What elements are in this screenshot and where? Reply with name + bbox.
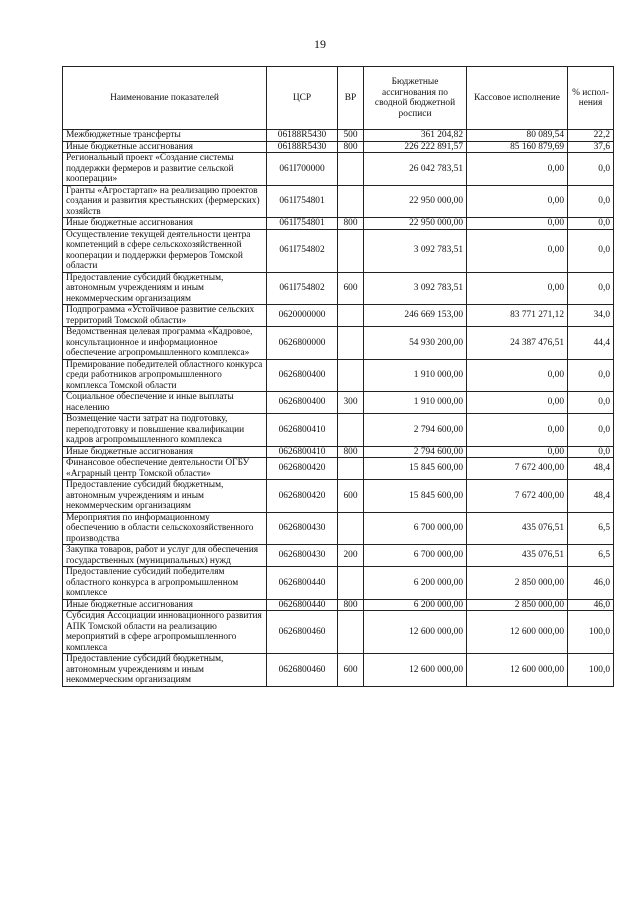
cell-csr: 061I754801 xyxy=(267,218,338,230)
table-row xyxy=(63,567,614,600)
cell-vr: 600 xyxy=(338,654,364,687)
cell-plan: 3 092 783,51 xyxy=(364,229,467,272)
cell-name: Социальное обеспечение и иные выплаты населению xyxy=(63,392,267,414)
table-row xyxy=(63,545,614,567)
cell-vr xyxy=(338,327,364,360)
table-row xyxy=(63,611,614,654)
cell-vr: 600 xyxy=(338,272,364,305)
cell-csr: 0626800440 xyxy=(267,567,338,600)
cell-plan: 12 600 000,00 xyxy=(364,611,467,654)
cell-cash: 0,00 xyxy=(467,218,568,230)
cell-csr: 0626800000 xyxy=(267,327,338,360)
cell-csr: 0626800410 xyxy=(267,414,338,447)
table-row xyxy=(63,392,614,414)
cell-plan: 22 950 000,00 xyxy=(364,185,467,218)
table-row xyxy=(63,305,614,327)
cell-pct: 0,0 xyxy=(568,218,614,230)
cell-plan: 3 092 783,51 xyxy=(364,272,467,305)
cell-csr: 06188R5430 xyxy=(267,141,338,153)
cell-plan: 15 845 600,00 xyxy=(364,458,467,480)
cell-name: Предоставление субсидий бюджетным, автономным учреждениям и иным некоммерческим организациям xyxy=(63,272,267,305)
cell-pct: 0,0 xyxy=(568,359,614,392)
cell-csr: 061I754801 xyxy=(267,185,338,218)
table-row xyxy=(63,654,614,687)
cell-cash: 7 672 400,00 xyxy=(467,480,568,513)
header-name: Наименование показателей xyxy=(63,67,267,130)
header-csr: ЦСР xyxy=(267,67,338,130)
cell-pct: 0,0 xyxy=(568,414,614,447)
cell-cash: 2 850 000,00 xyxy=(467,567,568,600)
cell-vr: 300 xyxy=(338,392,364,414)
cell-cash: 85 160 879,69 xyxy=(467,141,568,153)
cell-name: Межбюджетные трансферты xyxy=(63,130,267,142)
cell-pct: 48,4 xyxy=(568,480,614,513)
table-row xyxy=(63,458,614,480)
cell-csr: 0626800400 xyxy=(267,359,338,392)
cell-cash: 0,00 xyxy=(467,359,568,392)
header-vr: ВР xyxy=(338,67,364,130)
cell-csr: 0626800460 xyxy=(267,611,338,654)
cell-vr xyxy=(338,153,364,186)
page-number: 19 xyxy=(314,37,326,51)
cell-vr xyxy=(338,611,364,654)
table-row xyxy=(63,359,614,392)
table-row xyxy=(63,327,614,360)
cell-name: Осуществление текущей деятельности центра компетенций в сфере сельскохозяйственной кооперации и поддержки фермеров Томской области xyxy=(63,229,267,272)
cell-name: Региональный проект «Создание системы поддержки фермеров и развитие сельской кооперации» xyxy=(63,153,267,186)
cell-name: Гранты «Агростартап» на реализацию проектов создания и развития крестьянских (фермерских) хозяйств xyxy=(63,185,267,218)
cell-pct: 6,5 xyxy=(568,545,614,567)
cell-name: Иные бюджетные ассигнования xyxy=(63,141,267,153)
cell-cash: 0,00 xyxy=(467,272,568,305)
cell-name: Предоставление субсидий бюджетным, автономным учреждениям и иным некоммерческим организациям xyxy=(63,480,267,513)
cell-pct: 0,0 xyxy=(568,153,614,186)
table-row xyxy=(63,512,614,545)
cell-cash: 12 600 000,00 xyxy=(467,654,568,687)
cell-vr: 200 xyxy=(338,545,364,567)
cell-pct: 0,0 xyxy=(568,229,614,272)
header-cash: Кассовое исполнение xyxy=(467,67,568,130)
cell-cash: 435 076,51 xyxy=(467,545,568,567)
cell-name: Субсидия Ассоциации инновационного развития АПК Томской области на реализацию мероприятий в сфере агропромышленного комплекса xyxy=(63,611,267,654)
cell-csr: 061I754802 xyxy=(267,229,338,272)
cell-name: Ведомственная целевая программа «Кадровое, консультационное и информационное обеспечение агропромышленного комплекса» xyxy=(63,327,267,360)
table-row xyxy=(63,229,614,272)
table-row xyxy=(63,272,614,305)
cell-plan: 15 845 600,00 xyxy=(364,480,467,513)
cell-cash: 7 672 400,00 xyxy=(467,458,568,480)
cell-cash: 0,00 xyxy=(467,153,568,186)
cell-cash: 0,00 xyxy=(467,446,568,458)
cell-cash: 80 089,54 xyxy=(467,130,568,142)
cell-csr: 0620000000 xyxy=(267,305,338,327)
cell-vr: 800 xyxy=(338,218,364,230)
cell-cash: 83 771 271,12 xyxy=(467,305,568,327)
cell-cash: 435 076,51 xyxy=(467,512,568,545)
budget-execution-table xyxy=(62,66,614,687)
cell-cash: 0,00 xyxy=(467,229,568,272)
cell-plan: 1 910 000,00 xyxy=(364,392,467,414)
cell-pct: 44,4 xyxy=(568,327,614,360)
cell-plan: 6 200 000,00 xyxy=(364,599,467,611)
cell-plan: 6 200 000,00 xyxy=(364,567,467,600)
cell-plan: 2 794 600,00 xyxy=(364,414,467,447)
cell-plan: 6 700 000,00 xyxy=(364,545,467,567)
cell-csr: 0626800400 xyxy=(267,392,338,414)
cell-cash: 12 600 000,00 xyxy=(467,611,568,654)
cell-name: Закупка товаров, работ и услуг для обеспечения государственных (муниципальных) нужд xyxy=(63,545,267,567)
cell-vr xyxy=(338,414,364,447)
cell-name: Возмещение части затрат на подготовку, переподготовку и повышение квалификации кадров агропромышленного комплекса xyxy=(63,414,267,447)
cell-name: Мероприятия по информационному обеспечению в области сельскохозяйственного производства xyxy=(63,512,267,545)
cell-vr: 800 xyxy=(338,599,364,611)
cell-name: Иные бюджетные ассигнования xyxy=(63,599,267,611)
cell-plan: 1 910 000,00 xyxy=(364,359,467,392)
cell-pct: 100,0 xyxy=(568,654,614,687)
cell-pct: 0,0 xyxy=(568,185,614,218)
cell-pct: 22,2 xyxy=(568,130,614,142)
cell-vr xyxy=(338,305,364,327)
cell-pct: 34,0 xyxy=(568,305,614,327)
header-pct: % испол-нения xyxy=(568,67,614,130)
cell-pct: 46,0 xyxy=(568,599,614,611)
cell-name: Премирование победителей областного конкурса среди работников агропромышленного комплекса Томской области xyxy=(63,359,267,392)
table-row xyxy=(63,218,614,230)
cell-pct: 0,0 xyxy=(568,392,614,414)
cell-vr xyxy=(338,567,364,600)
cell-cash: 0,00 xyxy=(467,392,568,414)
cell-vr xyxy=(338,359,364,392)
cell-plan: 361 204,82 xyxy=(364,130,467,142)
table-row xyxy=(63,185,614,218)
cell-pct: 0,0 xyxy=(568,272,614,305)
cell-name: Иные бюджетные ассигнования xyxy=(63,446,267,458)
cell-cash: 0,00 xyxy=(467,414,568,447)
cell-csr: 0626800430 xyxy=(267,512,338,545)
cell-cash: 2 850 000,00 xyxy=(467,599,568,611)
table-row xyxy=(63,480,614,513)
cell-plan: 54 930 200,00 xyxy=(364,327,467,360)
cell-plan: 12 600 000,00 xyxy=(364,654,467,687)
table-row xyxy=(63,153,614,186)
cell-pct: 46,0 xyxy=(568,567,614,600)
cell-name: Предоставление субсидий победителям областного конкурса в агропромышленном комплексе xyxy=(63,567,267,600)
cell-csr: 0626800410 xyxy=(267,446,338,458)
cell-csr: 06188R5430 xyxy=(267,130,338,142)
cell-pct: 0,0 xyxy=(568,446,614,458)
cell-csr: 0626800420 xyxy=(267,458,338,480)
cell-vr xyxy=(338,229,364,272)
cell-plan: 226 222 891,57 xyxy=(364,141,467,153)
cell-name: Предоставление субсидий бюджетным, автономным учреждениям и иным некоммерческим организациям xyxy=(63,654,267,687)
table-row xyxy=(63,130,614,142)
cell-csr: 0626800430 xyxy=(267,545,338,567)
cell-csr: 0626800440 xyxy=(267,599,338,611)
cell-plan: 2 794 600,00 xyxy=(364,446,467,458)
cell-csr: 0626800420 xyxy=(267,480,338,513)
table-row xyxy=(63,141,614,153)
cell-pct: 48,4 xyxy=(568,458,614,480)
table-row xyxy=(63,414,614,447)
cell-plan: 6 700 000,00 xyxy=(364,512,467,545)
cell-pct: 37,6 xyxy=(568,141,614,153)
cell-name: Подпрограмма «Устойчивое развитие сельских территорий Томской области» xyxy=(63,305,267,327)
cell-vr: 800 xyxy=(338,141,364,153)
cell-name: Иные бюджетные ассигнования xyxy=(63,218,267,230)
cell-csr: 0626800460 xyxy=(267,654,338,687)
cell-cash: 0,00 xyxy=(467,185,568,218)
cell-plan: 246 669 153,00 xyxy=(364,305,467,327)
cell-vr: 600 xyxy=(338,480,364,513)
cell-plan: 22 950 000,00 xyxy=(364,218,467,230)
cell-csr: 061I754802 xyxy=(267,272,338,305)
table-row xyxy=(63,446,614,458)
cell-vr: 500 xyxy=(338,130,364,142)
cell-csr: 061I700000 xyxy=(267,153,338,186)
cell-name: Финансовое обеспечение деятельности ОГБУ «Аграрный центр Томской области» xyxy=(63,458,267,480)
table-row xyxy=(63,599,614,611)
cell-pct: 100,0 xyxy=(568,611,614,654)
cell-pct: 6,5 xyxy=(568,512,614,545)
cell-plan: 26 042 783,51 xyxy=(364,153,467,186)
header-plan: Бюджетные ассигнования по сводной бюджетной росписи xyxy=(364,67,467,130)
table-header-row xyxy=(63,67,614,130)
cell-vr xyxy=(338,512,364,545)
cell-vr: 800 xyxy=(338,446,364,458)
cell-vr xyxy=(338,185,364,218)
cell-vr xyxy=(338,458,364,480)
cell-cash: 24 387 476,51 xyxy=(467,327,568,360)
